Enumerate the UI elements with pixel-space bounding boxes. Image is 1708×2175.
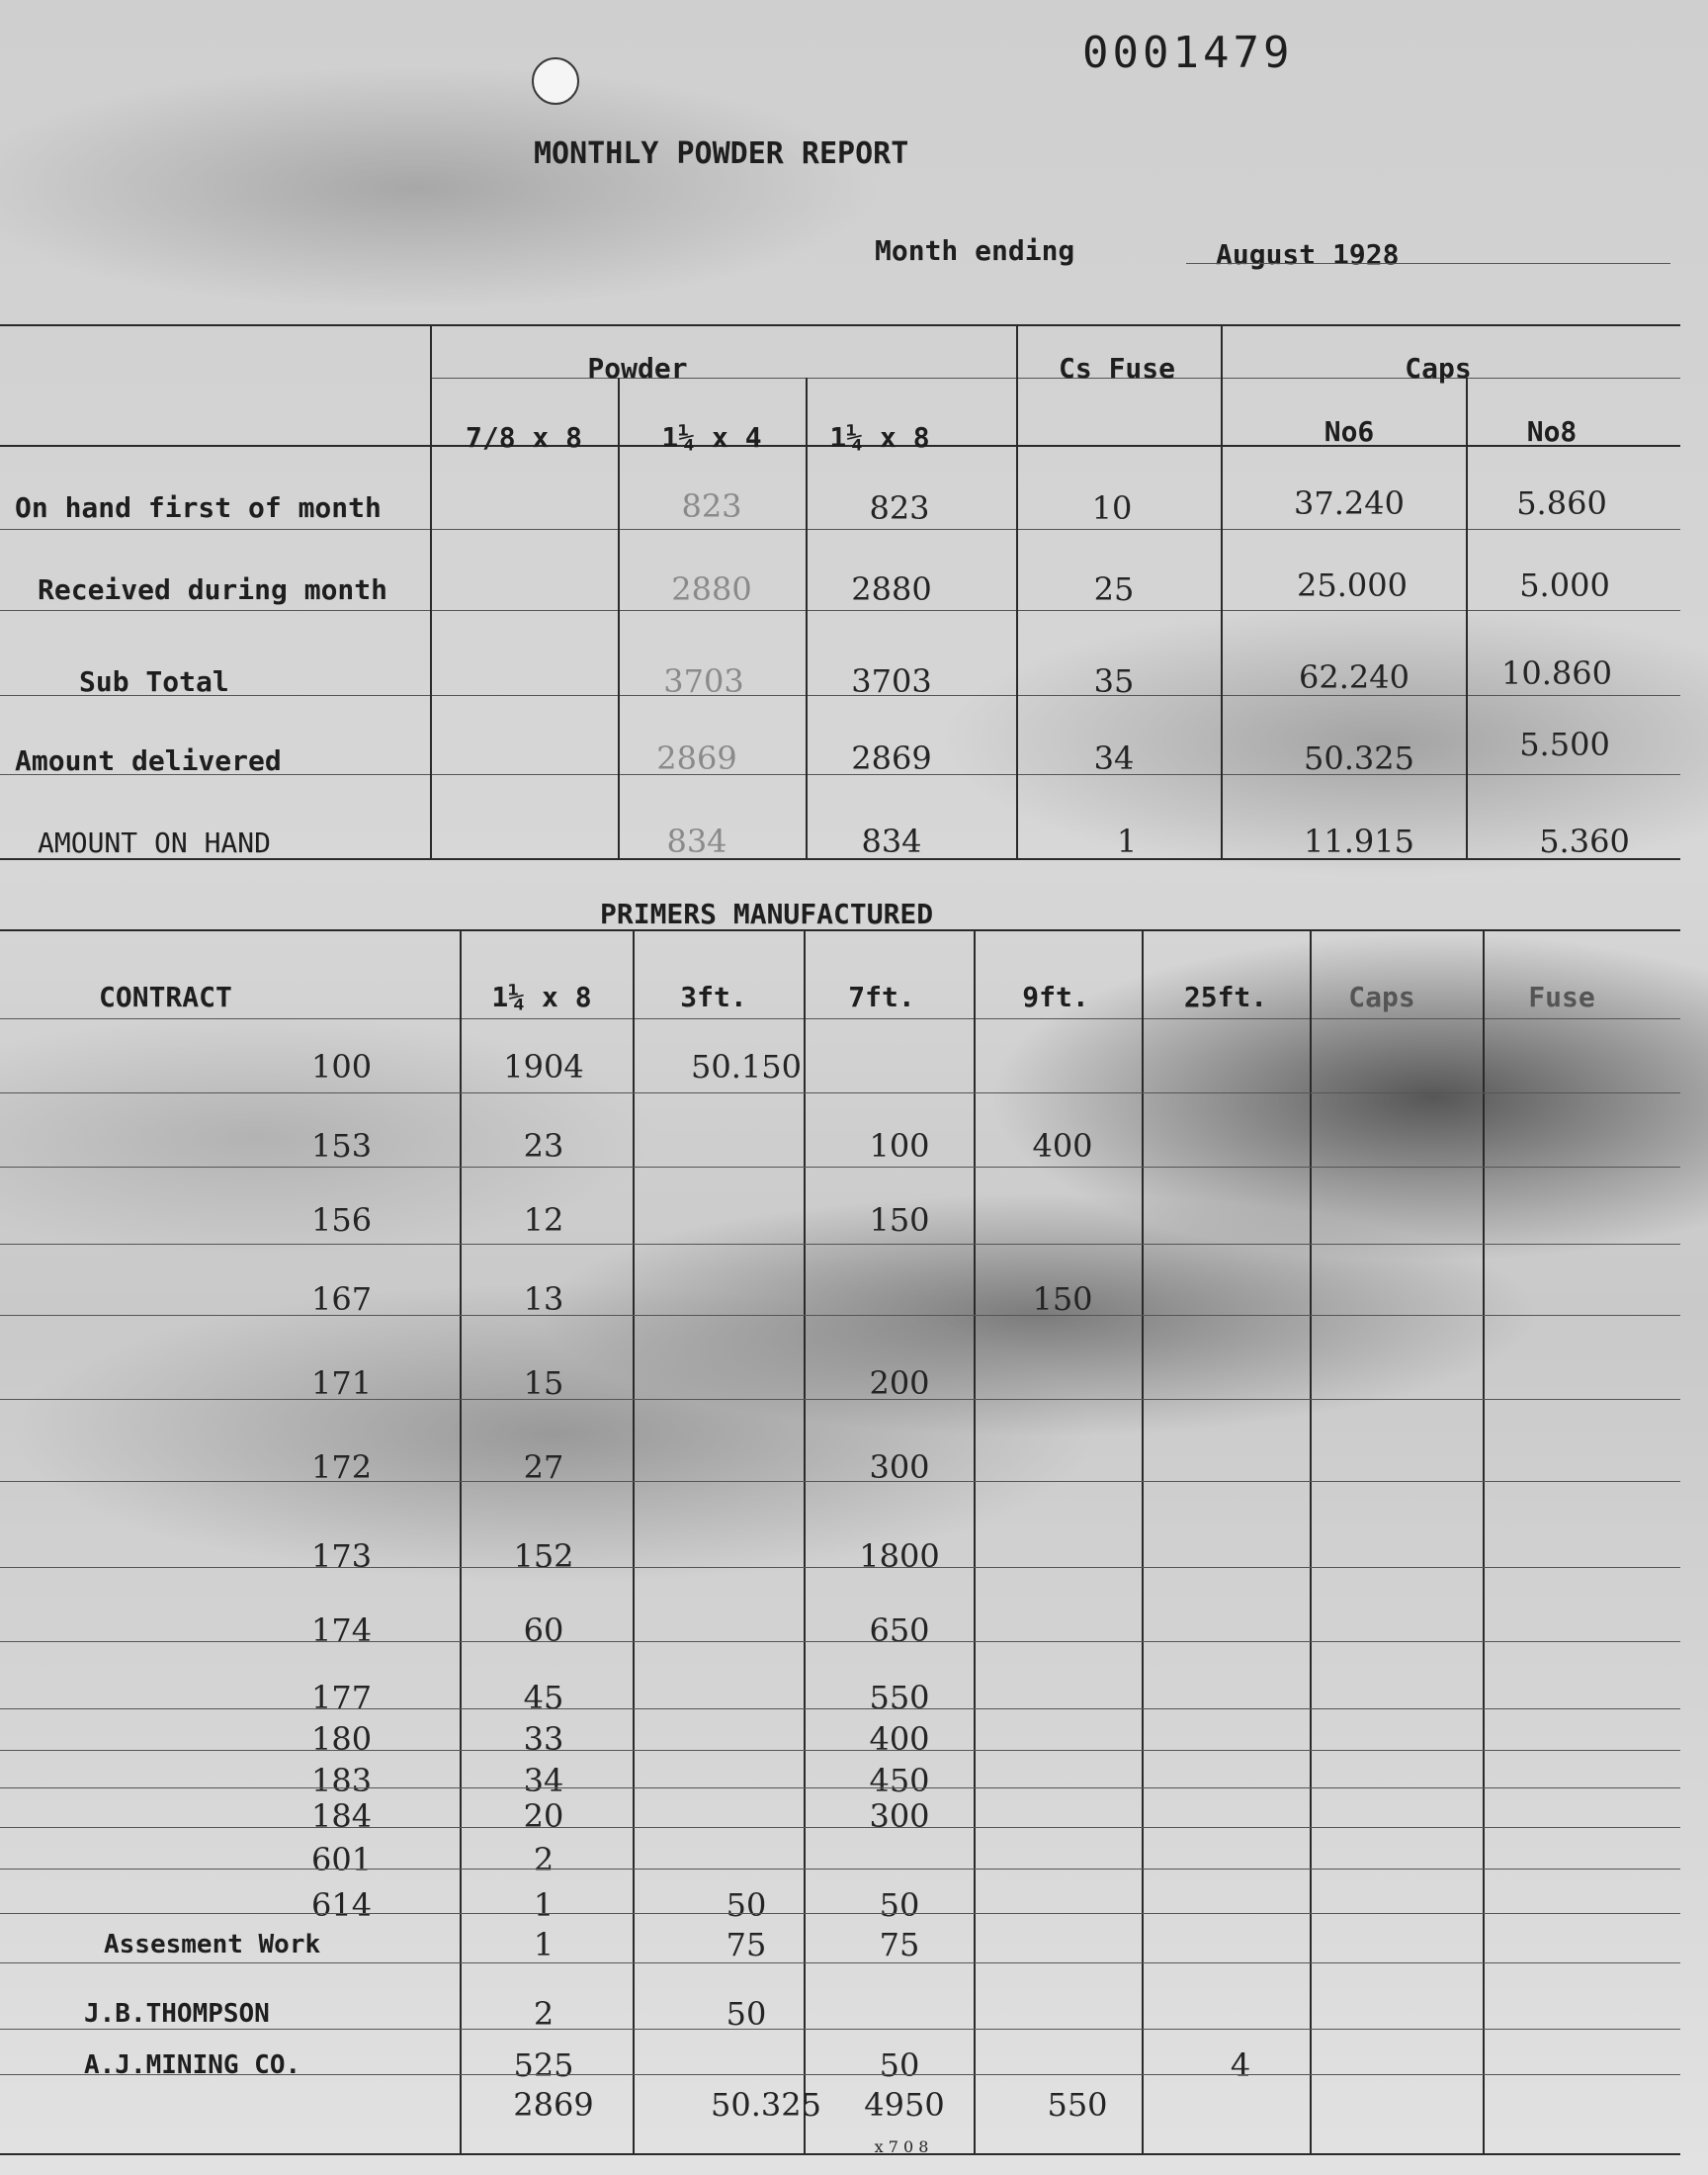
cell-no8: 10.860 bbox=[1501, 654, 1612, 692]
primer-ft7: 150 bbox=[869, 1201, 930, 1239]
primer-size: 23 bbox=[523, 1127, 564, 1165]
cell-fuse: 34 bbox=[1093, 740, 1135, 777]
primer-size: 34 bbox=[523, 1762, 564, 1799]
cell-no6: 62.240 bbox=[1299, 658, 1409, 696]
primer-contract: 100 bbox=[311, 1048, 373, 1086]
cell-no8: 5.360 bbox=[1539, 823, 1630, 860]
primer-size: 45 bbox=[523, 1679, 564, 1716]
row-rule bbox=[0, 2074, 1680, 2075]
punch-hole bbox=[532, 57, 579, 105]
primer-size: 1904 bbox=[503, 1048, 584, 1086]
primer-size: 12 bbox=[523, 1201, 564, 1239]
row-rule bbox=[0, 1092, 1680, 1093]
row-rule bbox=[0, 1481, 1680, 1482]
primer-size: 1 bbox=[533, 1886, 555, 1924]
primers-col-7ft: 7ft. bbox=[848, 981, 915, 1013]
primer-contract: 601 bbox=[311, 1841, 373, 1878]
primers-col-25ft: 25ft. bbox=[1183, 981, 1268, 1013]
cell-c2: 2880 bbox=[851, 570, 932, 608]
report-title: MONTHLY POWDER REPORT bbox=[534, 136, 909, 171]
total-7ft-note: x 7 0 8 bbox=[874, 2137, 929, 2156]
row-rule bbox=[0, 1913, 1680, 1914]
primer-contract: 180 bbox=[311, 1720, 373, 1758]
primer-contract: 177 bbox=[311, 1679, 373, 1716]
cell-c1: 834 bbox=[666, 823, 727, 860]
cell-fuse: 35 bbox=[1093, 662, 1135, 700]
primer-size: 1 bbox=[533, 1926, 555, 1963]
cell-no8: 5.000 bbox=[1519, 566, 1610, 604]
primer-ft3: 50 bbox=[726, 1995, 767, 2033]
row-rule bbox=[0, 1315, 1680, 1316]
primer-contract: 171 bbox=[311, 1364, 373, 1402]
cell-c1: 3703 bbox=[663, 662, 744, 700]
primer-ft7: 200 bbox=[869, 1364, 930, 1402]
row-rule bbox=[0, 1244, 1680, 1245]
primer-ft7: 400 bbox=[869, 1720, 930, 1758]
row-rule bbox=[0, 1750, 1680, 1751]
primer-ft7: 50 bbox=[879, 2046, 920, 2084]
total-7ft: 4950 bbox=[864, 2086, 945, 2124]
primers-col-size: 1¼ x 8 bbox=[491, 981, 592, 1013]
row-label-sub-total: Sub Total bbox=[79, 665, 229, 698]
primer-ft9: 150 bbox=[1032, 1280, 1093, 1318]
fuse-group-header: Cs Fuse bbox=[1058, 352, 1176, 385]
row-rule bbox=[0, 2029, 1680, 2030]
col-header-no6: No6 bbox=[1324, 415, 1375, 448]
primers-col-3ft: 3ft. bbox=[680, 981, 747, 1013]
row-rule bbox=[0, 1962, 1680, 1963]
primer-size: 2 bbox=[533, 1995, 555, 2033]
primer-size: 20 bbox=[523, 1797, 564, 1835]
month-ending-underline bbox=[1186, 263, 1670, 264]
primer-ft3: 50 bbox=[726, 1886, 767, 1924]
document-number: 0001479 bbox=[1082, 28, 1294, 78]
cell-no6: 37.240 bbox=[1294, 484, 1405, 522]
primers-col-contract: CONTRACT bbox=[99, 981, 232, 1013]
cell-c2: 3703 bbox=[851, 662, 932, 700]
primer-size: 27 bbox=[523, 1448, 564, 1486]
col-header-no8: No8 bbox=[1526, 415, 1578, 448]
primer-contract: 172 bbox=[311, 1448, 373, 1486]
primer-ft9: 400 bbox=[1032, 1127, 1093, 1165]
primer-ft3: 50.150 bbox=[691, 1048, 802, 1086]
primers-col-9ft: 9ft. bbox=[1022, 981, 1089, 1013]
primer-contract: 153 bbox=[311, 1127, 373, 1165]
primers-heading: PRIMERS MANUFACTURED bbox=[600, 898, 934, 930]
primer-ft7: 50 bbox=[879, 1886, 920, 1924]
primer-contract: Assesment Work bbox=[104, 1930, 321, 1959]
primer-contract: 174 bbox=[311, 1611, 373, 1649]
cell-c2: 2869 bbox=[851, 740, 932, 777]
cell-c1: 823 bbox=[681, 487, 742, 525]
primer-ft25: 4 bbox=[1230, 2046, 1251, 2084]
powder-group-header: Powder bbox=[587, 352, 688, 385]
primer-size: 15 bbox=[523, 1364, 564, 1402]
primers-col-caps: Caps bbox=[1348, 981, 1415, 1013]
cell-c2: 823 bbox=[869, 489, 930, 527]
row-rule bbox=[0, 1567, 1680, 1568]
primer-size: 525 bbox=[513, 2046, 574, 2084]
primer-contract: 183 bbox=[311, 1762, 373, 1799]
col-header-1-25x4: 1¼ x 4 bbox=[661, 421, 762, 454]
primer-ft7: 1800 bbox=[859, 1537, 940, 1575]
row-rule bbox=[0, 1827, 1680, 1828]
row-rule bbox=[0, 1787, 1680, 1788]
primer-contract: 173 bbox=[311, 1537, 373, 1575]
primer-ft7: 550 bbox=[869, 1679, 930, 1716]
cell-no6: 25.000 bbox=[1297, 566, 1408, 604]
primer-ft7: 300 bbox=[869, 1797, 930, 1835]
cell-fuse: 25 bbox=[1093, 570, 1135, 608]
row-label-received: Received during month bbox=[38, 573, 388, 606]
primer-contract: 614 bbox=[311, 1886, 373, 1924]
total-9ft: 550 bbox=[1047, 2086, 1108, 2124]
col-header-1-25x8: 1¼ x 8 bbox=[829, 421, 930, 454]
primer-ft3: 75 bbox=[726, 1926, 767, 1963]
cell-no6: 50.325 bbox=[1304, 740, 1414, 777]
cell-c2: 834 bbox=[861, 823, 922, 860]
primer-contract: J.B.THOMPSON bbox=[84, 1999, 270, 2029]
primer-size: 2 bbox=[533, 1841, 555, 1878]
cell-c1: 2869 bbox=[656, 740, 737, 777]
primer-contract: 156 bbox=[311, 1201, 373, 1239]
primer-ft7: 450 bbox=[869, 1762, 930, 1799]
total-size: 2869 bbox=[513, 2086, 594, 2124]
primer-ft7: 75 bbox=[879, 1926, 920, 1963]
primers-col-fuse: Fuse bbox=[1528, 981, 1595, 1013]
cell-no8: 5.500 bbox=[1519, 726, 1610, 763]
row-label-amount-delivered: Amount delivered bbox=[15, 744, 282, 777]
row-label-amount-on-hand: AMOUNT ON HAND bbox=[38, 826, 272, 859]
row-rule bbox=[0, 1399, 1680, 1400]
primer-ft7: 300 bbox=[869, 1448, 930, 1486]
primer-size: 60 bbox=[523, 1611, 564, 1649]
primer-size: 33 bbox=[523, 1720, 564, 1758]
row-rule bbox=[0, 1167, 1680, 1168]
primer-ft7: 650 bbox=[869, 1611, 930, 1649]
month-ending-value: August 1928 bbox=[1216, 238, 1400, 271]
row-rule bbox=[0, 1641, 1680, 1642]
row-rule bbox=[0, 1708, 1680, 1709]
cell-c1: 2880 bbox=[671, 570, 752, 608]
cell-no6: 11.915 bbox=[1304, 823, 1414, 860]
caps-group-header: Caps bbox=[1405, 352, 1472, 385]
cell-fuse: 1 bbox=[1116, 823, 1138, 860]
primer-contract: 167 bbox=[311, 1280, 373, 1318]
primer-contract: A.J.MINING CO. bbox=[84, 2050, 301, 2080]
primer-size: 13 bbox=[523, 1280, 564, 1318]
primer-ft7: 100 bbox=[869, 1127, 930, 1165]
primer-contract: 184 bbox=[311, 1797, 373, 1835]
cell-no8: 5.860 bbox=[1516, 484, 1607, 522]
row-rule bbox=[0, 1869, 1680, 1870]
cell-fuse: 10 bbox=[1091, 489, 1133, 527]
total-3ft: 50.325 bbox=[711, 2086, 821, 2124]
row-label-on-hand-first: On hand first of month bbox=[15, 491, 382, 524]
primer-size: 152 bbox=[513, 1537, 574, 1575]
col-header-7-8x8: 7/8 x 8 bbox=[465, 421, 583, 454]
month-ending-label: Month ending bbox=[875, 234, 1075, 267]
